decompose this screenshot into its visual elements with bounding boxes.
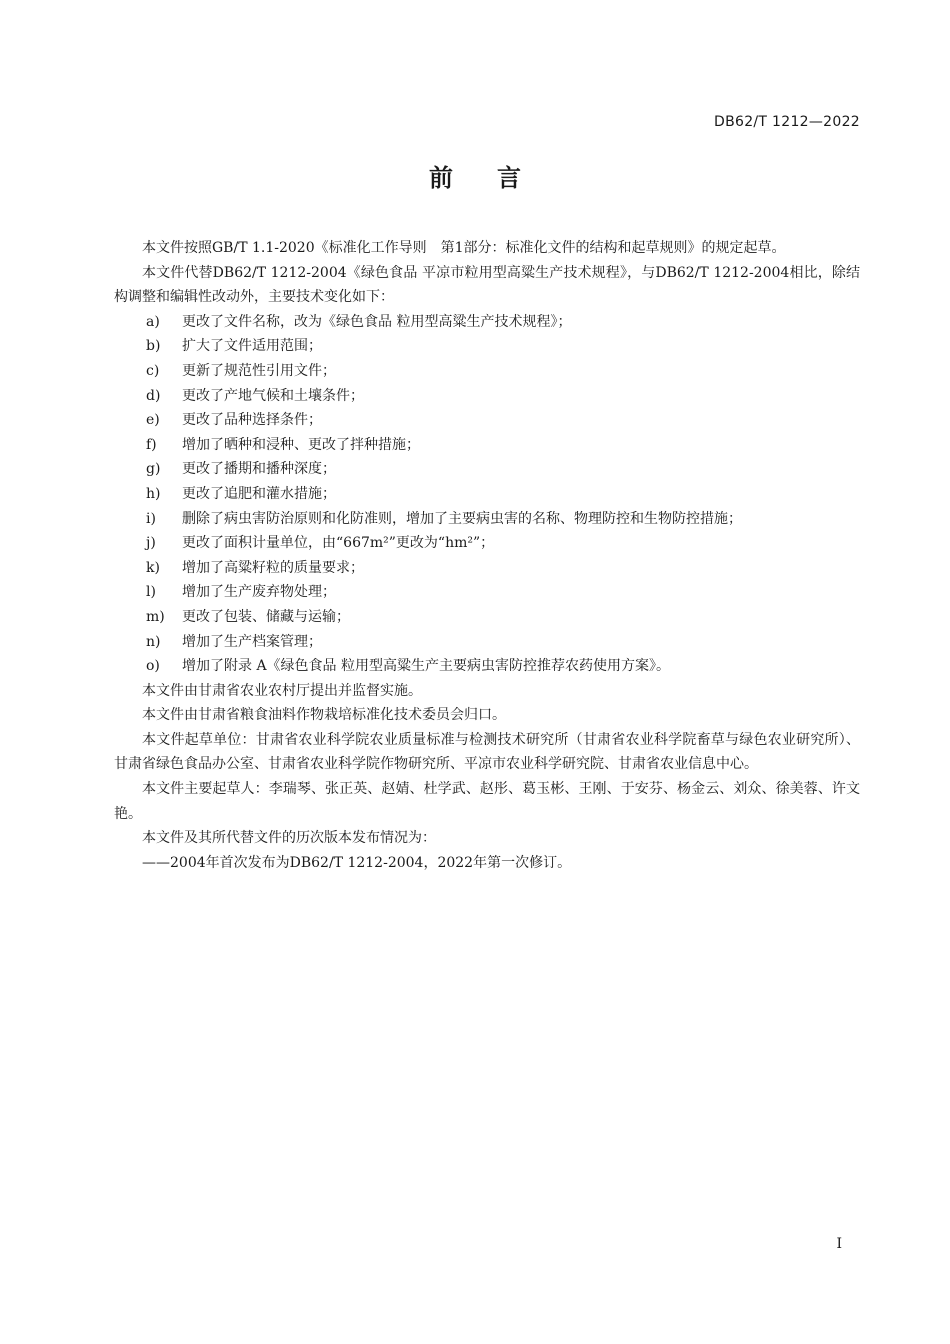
- list-item-text: 更改了品种选择条件；: [182, 412, 322, 429]
- list-marker: m): [146, 608, 165, 625]
- list-item: [114, 457, 860, 482]
- list-item: [114, 408, 860, 433]
- list-marker: a): [146, 313, 160, 330]
- document-code: DB62/T 1212—2022: [714, 114, 860, 130]
- list-marker: g): [146, 461, 161, 478]
- list-item-text: 增加了生产档案管理；: [182, 633, 322, 650]
- list-item: [114, 334, 860, 359]
- list-item-text: 删除了病虫害防治原则和化防准则，增加了主要病虫害的名称、物理防控和生物防控措施；: [182, 510, 742, 527]
- list-item-text: 更新了规范性引用文件；: [182, 362, 336, 379]
- paragraph-drafting-rule: 本文件按照GB/T 1.1-2020《标准化工作导则 第1部分：标准化文件的结构和起草规则》的规定起草。: [142, 240, 786, 256]
- list-marker: n): [146, 633, 161, 650]
- list-item-text: 增加了晒种和浸种、更改了拌种措施；: [182, 436, 420, 453]
- list-marker: d): [146, 387, 161, 404]
- list-marker: o): [146, 658, 160, 675]
- paragraph-version-history: 本文件及其所代替文件的历次版本发布情况为：: [142, 830, 436, 847]
- foreword-body: [114, 236, 860, 875]
- list-item: [114, 556, 860, 581]
- list-item-text: 更改了包装、储藏与运输；: [182, 608, 350, 625]
- list-item: [114, 359, 860, 384]
- list-item: [114, 384, 860, 409]
- title-char-2: 言: [497, 164, 521, 192]
- list-item: [114, 654, 860, 679]
- title-char-1: 前: [429, 164, 453, 192]
- list-item: [114, 433, 860, 458]
- list-item-text: 增加了高粱籽粒的质量要求；: [182, 559, 364, 576]
- list-item: [114, 482, 860, 507]
- paragraph-version-entry: ——2004年首次发布为DB62/T 1212-2004，2022年第一次修订。: [142, 854, 572, 871]
- list-marker: l): [146, 584, 156, 601]
- paragraph-proposer: 本文件由甘肃省农业农村厅提出并监督实施。: [142, 682, 422, 699]
- list-item: [114, 531, 860, 556]
- list-item-text: 更改了产地气候和土壤条件；: [182, 387, 364, 404]
- list-item-text: 增加了生产废弃物处理；: [182, 584, 336, 601]
- list-item: [114, 630, 860, 655]
- list-marker: i): [146, 510, 156, 527]
- list-marker: b): [146, 338, 161, 355]
- paragraph-drafters: 本文件主要起草人：李瑞琴、张正英、赵婧、杜学武、赵彤、葛玉彬、王刚、于安芬、杨金云、刘众、徐美蓉、许文艳。: [114, 781, 860, 822]
- paragraph-drafting-units: 本文件起草单位：甘肃省农业科学院农业质量标准与检测技术研究所（甘肃省农业科学院畜草与绿色农业研究所）、甘肃省绿色食品办公室、甘肃省农业科学院作物研究所、平凉市农业科学研究院、甘肃省农业信息中心。: [114, 731, 860, 773]
- list-item: [114, 310, 860, 335]
- list-marker: h): [146, 485, 161, 502]
- paragraph-replacement: 本文件代替DB62/T 1212-2004《绿色食品 平凉市粒用型高粱生产技术规程》，与DB62/T 1212-2004相比，除结构调整和编辑性改动外，主要技术变化如下：: [114, 264, 860, 306]
- list-marker: e): [146, 412, 160, 429]
- list-marker: j): [146, 535, 156, 552]
- list-marker: f): [146, 436, 157, 453]
- list-item: [114, 605, 860, 630]
- paragraph-committee: 本文件由甘肃省粮食油料作物栽培标准化技术委员会归口。: [142, 707, 506, 724]
- list-item-text: 扩大了文件适用范围；: [182, 338, 322, 355]
- list-item-text: 更改了面积计量单位，由“667m²”更改为“hm²”；: [182, 535, 495, 552]
- page-title: [0, 158, 950, 193]
- list-item-text: 增加了附录 A《绿色食品 粒用型高粱生产主要病虫害防控推荐农药使用方案》。: [182, 658, 671, 675]
- page-number: I: [836, 1236, 842, 1252]
- list-item: [114, 580, 860, 605]
- changes-list: [114, 310, 860, 679]
- list-item-text: 更改了追肥和灌水措施；: [182, 485, 336, 502]
- list-item-text: 更改了文件名称，改为《绿色食品 粒用型高粱生产技术规程》；: [182, 313, 572, 330]
- list-item: [114, 507, 860, 532]
- list-marker: k): [146, 559, 160, 576]
- list-item-text: 更改了播期和播种深度；: [182, 461, 336, 478]
- list-marker: c): [146, 362, 160, 379]
